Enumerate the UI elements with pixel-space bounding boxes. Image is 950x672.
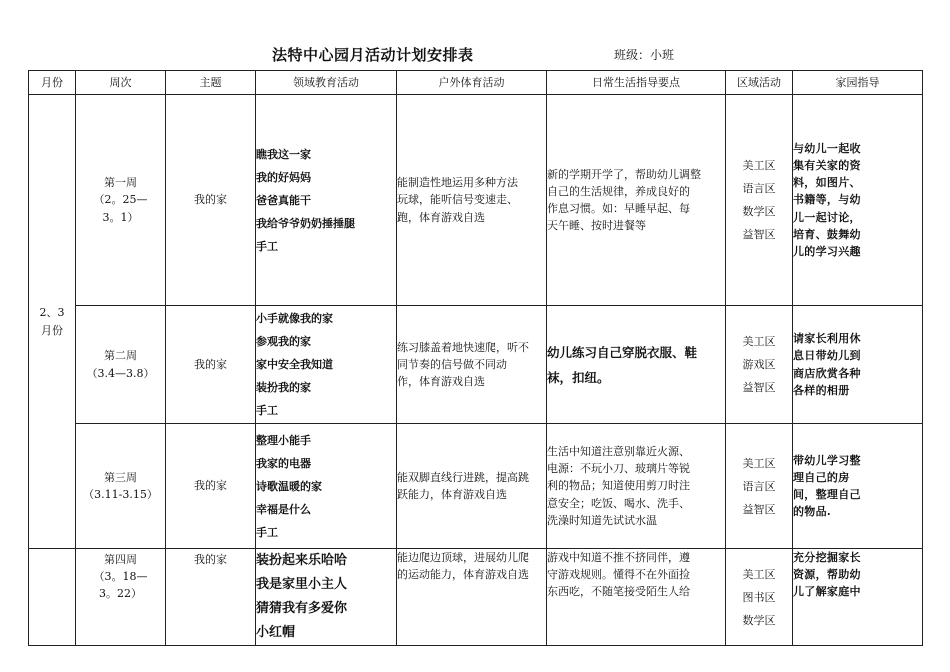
theme-cell: 我的家 xyxy=(166,95,256,306)
domain-activities-cell: 瞧我这一家 我的好妈妈 爸爸真能干 我给爷爷奶奶捶捶腿 手工 xyxy=(256,95,397,306)
home-guidance-cell: 与幼儿一起收 集有关家的资 料，如图片、 书籍等，与幼 儿一起讨论， 培育、鼓舞幼 儿的学习兴趣 xyxy=(793,95,923,306)
area-activities-cell: 美工区 图书区 数学区 xyxy=(726,549,793,646)
domain-activities-cell: 整理小能手 我家的电器 诗歌温暖的家 幸福是什么 手工 xyxy=(256,424,397,549)
domain-activities-cell: 装扮起来乐哈哈 我是家里小主人 猜猜我有多爱你 小红帽 xyxy=(256,549,397,646)
theme-cell: 我的家 xyxy=(166,549,256,646)
header-theme: 主题 xyxy=(166,71,256,95)
daily-guidance-cell: 新的学期开学了，帮助幼儿调整 自己的生活规律，养成良好的 作息习惯。如：早睡早起、每 天午睡、按时进餐等 xyxy=(547,95,726,306)
daily-guidance-cell: 生活中知道注意别靠近火源、 电源：不玩小刀、玻璃片等锐 利的物品；知道使用剪刀时注 意安全；吃饭、喝水、洗手、 洗澡时知道先试试水温 xyxy=(547,424,726,549)
outdoor-activities-cell: 练习膝盖着地快速爬，听不 同节奏的信号做不同动 作，体育游戏自选 xyxy=(397,306,547,424)
table-row-week-3 xyxy=(29,424,923,549)
table-row-week-2 xyxy=(29,306,923,424)
area-activities-cell: 美工区 语言区 数学区 益智区 xyxy=(726,95,793,306)
theme-cell: 我的家 xyxy=(166,306,256,424)
header-row xyxy=(29,71,923,95)
week-cell: 第三周 （3.11-3.15） xyxy=(76,424,166,549)
outdoor-activities-cell: 能制造性地运用多种方法 玩球，能听信号变速走、 跑，体育游戏自选 xyxy=(397,95,547,306)
class-label: 班级：小班 xyxy=(614,48,675,62)
header-daily-guidance: 日常生活指导要点 xyxy=(547,71,726,95)
month-cell: 2、3 月份 xyxy=(29,95,76,549)
activity-plan-table xyxy=(28,70,923,646)
header-domain-activities: 领域教育活动 xyxy=(256,71,397,95)
daily-guidance-cell: 幼儿练习自己穿脱衣服、鞋 袜，扣纽。 xyxy=(547,306,726,424)
header-month: 月份 xyxy=(29,71,76,95)
week-cell: 第二周 （3.4—3.8） xyxy=(76,306,166,424)
table-row-week-4 xyxy=(29,549,923,646)
area-activities-cell: 美工区 游戏区 益智区 xyxy=(726,306,793,424)
week-cell: 第一周 （2。25— 3。1） xyxy=(76,95,166,306)
home-guidance-cell: 充分挖掘家长 资源，帮助幼 儿了解家庭中 xyxy=(793,549,923,646)
outdoor-activities-cell: 能双脚直线行进跳，提高跳 跃能力，体育游戏自选 xyxy=(397,424,547,549)
header-area-activities: 区域活动 xyxy=(726,71,793,95)
week-cell: 第四周 （3。18— 3。22） xyxy=(76,549,166,646)
home-guidance-cell: 带幼儿学习整 理自己的房 间，整理自己 的物品. xyxy=(793,424,923,549)
theme-cell: 我的家 xyxy=(166,424,256,549)
home-guidance-cell: 请家长利用休 息日带幼儿到 商店欣赏各种 各样的相册 xyxy=(793,306,923,424)
domain-activities-cell: 小手就像我的家 参观我的家 家中安全我知道 装扮我的家 手工 xyxy=(256,306,397,424)
header-outdoor-activities: 户外体育活动 xyxy=(397,71,547,95)
header-week: 周次 xyxy=(76,71,166,95)
document-header xyxy=(0,44,950,68)
daily-guidance-cell: 游戏中知道不推不挤同伴，遵 守游戏规则。懂得不在外面捡 东西吃，不随笔接受陌生人给 xyxy=(547,549,726,646)
month-cell-empty xyxy=(29,549,76,646)
header-home-guidance: 家园指导 xyxy=(793,71,923,95)
document-title: 法特中心园月活动计划安排表 xyxy=(272,46,474,64)
outdoor-activities-cell: 能边爬边顶球，进展幼儿爬 的运动能力，体育游戏自选 xyxy=(397,549,547,646)
area-activities-cell: 美工区 语言区 益智区 xyxy=(726,424,793,549)
table-row-week-1 xyxy=(29,95,923,306)
